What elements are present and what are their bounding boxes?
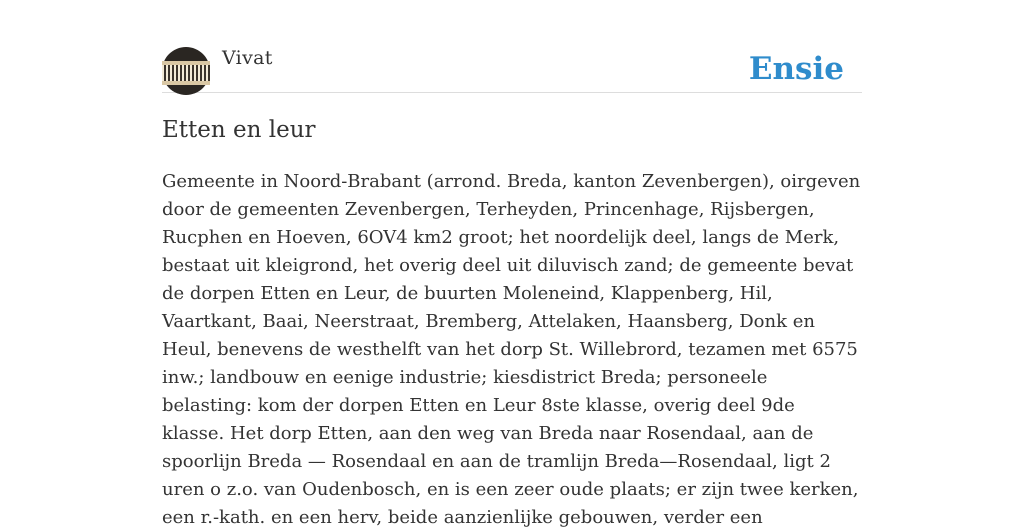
page bbox=[162, 0, 862, 528]
header bbox=[162, 0, 862, 93]
page-title: Etten en leur bbox=[162, 117, 316, 143]
brand-logo[interactable]: Ensie bbox=[748, 51, 844, 87]
avatar-books bbox=[162, 65, 210, 81]
author-name[interactable]: Vivat bbox=[222, 47, 273, 69]
avatar-shelf-bottom bbox=[162, 81, 210, 85]
author-avatar[interactable] bbox=[162, 47, 210, 95]
article-body: Gemeente in Noord-Brabant (arrond. Breda, kanton Zevenbergen), oirgeven door de gemeenten Zevenbergen, Terheyden, Princenhage, Rijsbergen, Rucphen en Hoeven, 6OV4 km2 groot; het noordelijk deel, langs de Merk, bestaat uit kleigrond, het overig deel uit diluvisch zand; de gemeente bevat de dorpen Etten en Leur, de buurten Moleneind, Klappenberg, Hil, Vaartkant, Baai, Neerstraat, Bremberg, Attelaken, Haansberg, Donk en Heul, benevens de westhelft van het dorp St. Willebrord, tezamen met 6575 inw.; landbouw en eenige industrie; kiesdistrict Breda; personeele belasting: kom der dorpen Etten en Leur 8ste klasse, overig deel 9de klasse. Het dorp Etten, aan den weg van Breda naar Rosendaal, aan de spoorlijn Breda — Rosendaal en aan de tramlijn Breda—Rosendaal, ligt 2 uren o z.o. van Oudenbosch, en is een zeer oude plaats; er zijn twee kerken, een r.-kath. en een herv, beide aanzienlijke gebouwen, verder een bbox=[162, 171, 861, 528]
